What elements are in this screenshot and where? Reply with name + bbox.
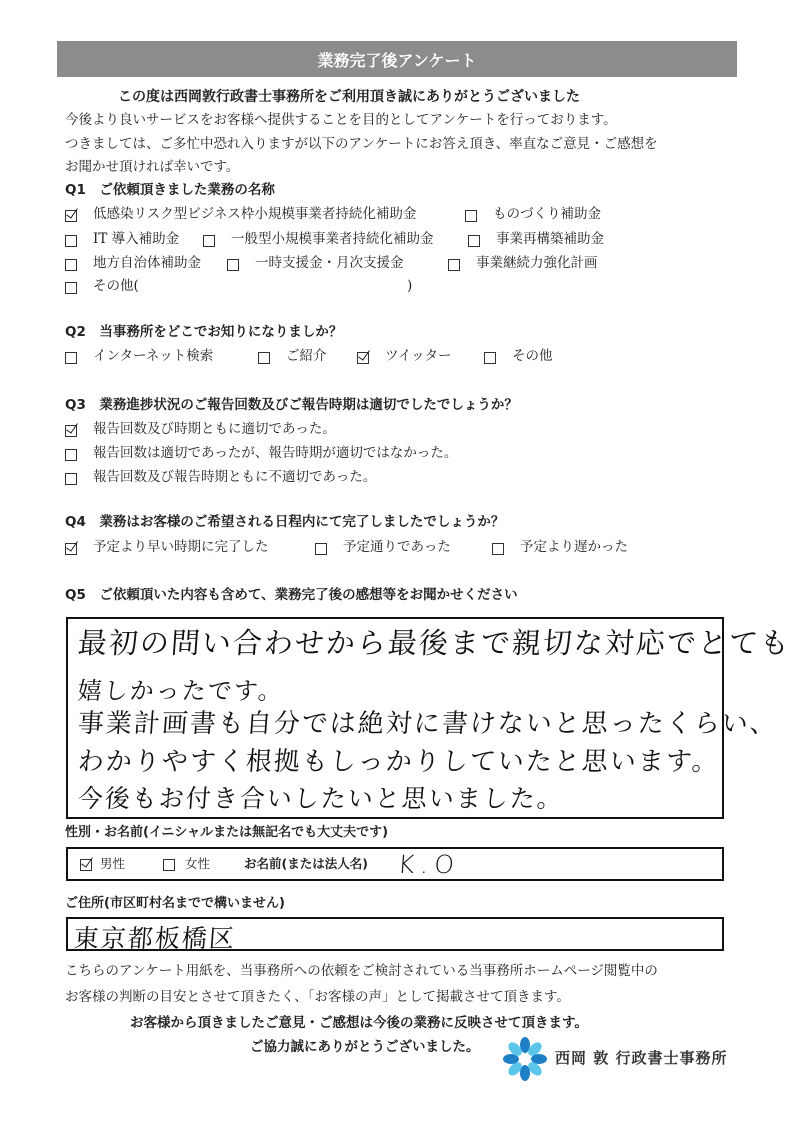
q3-option-checkbox[interactable] bbox=[65, 449, 77, 461]
footer-line: お客様の判断の目安とさせて頂きたく、「お客様の声」として掲載させて頂きます。 bbox=[65, 989, 570, 1005]
intro-line: 今後より良いサービスをお客様へ提供することを目的としてアンケートを行っております。 bbox=[65, 112, 617, 128]
address-box[interactable] bbox=[66, 917, 724, 951]
q4-option-label: 予定より遅かった bbox=[520, 539, 628, 555]
gender-name-heading: 性別・お名前(イニシャルまたは無記名でも大丈夫です) bbox=[65, 825, 389, 840]
q1-option-label: その他( bbox=[93, 278, 139, 294]
intro-line: お聞かせ頂ければ幸いです。 bbox=[65, 159, 240, 175]
female-label: 女性 bbox=[185, 856, 211, 871]
q2-heading: Q2 当事務所をどこでお知りになりましか？ bbox=[65, 324, 343, 340]
page-title: 業務完了後アンケート bbox=[57, 41, 737, 77]
impressions-answer-box[interactable] bbox=[66, 617, 793, 819]
q3-option-label: 報告回数及び時期ともに適切であった。 bbox=[93, 421, 336, 437]
q2-option-checkbox[interactable] bbox=[484, 352, 496, 364]
address-heading: ご住所(市区町村名までで構いません) bbox=[65, 896, 285, 911]
q1-option-label: 事業継続力強化計画 bbox=[476, 255, 598, 271]
q1-option-label: 一般型小規模事業者持続化補助金 bbox=[231, 231, 434, 247]
q1-option-label: 事業再構築補助金 bbox=[496, 231, 604, 247]
answer-line: 最初の問い合わせから最後まで親切な対応でとても bbox=[76, 626, 793, 660]
q5-heading: Q5 ご依頼頂いた内容も含めて、業務完了後の感想等をお聞かせください bbox=[65, 587, 518, 603]
footer-line: こちらのアンケート用紙を、当事務所への依頼をご検討されている当事務所ホームページ閲覧中の bbox=[65, 963, 658, 979]
other-close-paren: ) bbox=[407, 278, 413, 294]
q3-option-label: 報告回数は適切であったが、報告時期が適切ではなかった。 bbox=[93, 445, 458, 461]
answer-line: 嬉しかったです。 bbox=[76, 677, 285, 705]
q1-option-checkbox[interactable] bbox=[65, 259, 77, 271]
q3-heading: Q3 業務進捗状況のご報告回数及びご報告時期は適切でしたでしょうか？ bbox=[65, 397, 518, 413]
male-label: 男性 bbox=[100, 856, 126, 871]
q3-option-checkbox[interactable] bbox=[65, 425, 77, 437]
name-label: お名前(または法人名) bbox=[244, 856, 368, 871]
address-value: 東京都板橋区 bbox=[72, 924, 237, 953]
q1-option-checkbox[interactable] bbox=[227, 259, 239, 271]
office-logo-text: 西岡 敦 行政書士事務所 bbox=[555, 1049, 728, 1067]
name-value[interactable]: K.O bbox=[396, 850, 462, 879]
q2-option-checkbox[interactable] bbox=[258, 352, 270, 364]
q1-option-label: IT 導入補助金 bbox=[93, 231, 180, 247]
q1-option-checkbox[interactable] bbox=[465, 210, 477, 222]
q1-option-label: 低感染リスク型ビジネス枠小規模事業者持続化補助金 bbox=[93, 206, 417, 222]
q1-option-checkbox[interactable] bbox=[65, 282, 77, 294]
q2-option-checkbox[interactable] bbox=[357, 352, 369, 364]
intro-line: つきましては、ご多忙中恐れ入りますが以下のアンケートにお答え頂き、率直なご意見・ご感想を bbox=[65, 136, 658, 152]
q1-option-checkbox[interactable] bbox=[203, 235, 215, 247]
answer-line: 事業計画書も自分では絶対に書けないと思ったくらい、 bbox=[76, 709, 779, 739]
female-checkbox[interactable] bbox=[163, 859, 175, 871]
q1-option-label: ものづくり補助金 bbox=[493, 206, 601, 222]
q3-option-checkbox[interactable] bbox=[65, 473, 77, 485]
male-checkbox[interactable] bbox=[80, 859, 92, 871]
q1-option-checkbox[interactable] bbox=[65, 210, 77, 222]
footer-line: ご協力誠にありがとうございました。 bbox=[250, 1039, 480, 1055]
q4-option-label: 予定通りであった bbox=[343, 539, 451, 555]
q1-option-label: 地方自治体補助金 bbox=[93, 255, 201, 271]
footer-line: お客様から頂きましたご意見・ご感想は今後の業務に反映させて頂きます。 bbox=[130, 1015, 588, 1031]
thanks-line: この度は西岡敦行政書士事務所をご利用頂き誠にありがとうございました bbox=[118, 89, 580, 105]
q2-option-label: その他 bbox=[512, 348, 553, 364]
q2-option-checkbox[interactable] bbox=[65, 352, 77, 364]
q4-heading: Q4 業務はお客様のご希望される日程内にて完了しましたでしょうか？ bbox=[65, 514, 505, 530]
q3-option-label: 報告回数及び報告時期ともに不適切であった。 bbox=[93, 469, 377, 485]
q4-option-checkbox[interactable] bbox=[65, 543, 77, 555]
q1-option-label: 一時支援金・月次支援金 bbox=[255, 255, 404, 271]
office-logo-icon bbox=[502, 1036, 548, 1082]
q2-option-label: ご紹介 bbox=[286, 348, 327, 364]
q4-option-checkbox[interactable] bbox=[315, 543, 327, 555]
answer-line: 今後もお付き合いしたいと思いました。 bbox=[76, 784, 565, 813]
q4-option-label: 予定より早い時期に完了した bbox=[93, 539, 269, 555]
q1-heading: Q1 ご依頼頂きました業務の名称 bbox=[65, 182, 275, 198]
q1-option-checkbox[interactable] bbox=[468, 235, 480, 247]
answer-line: わかりやすく根拠もしっかりしていたと思います。 bbox=[76, 747, 721, 777]
q1-option-checkbox[interactable] bbox=[448, 259, 460, 271]
q2-option-label: ツイッター bbox=[385, 348, 452, 364]
q1-option-checkbox[interactable] bbox=[65, 235, 77, 247]
gender-name-box bbox=[66, 847, 724, 881]
q4-option-checkbox[interactable] bbox=[492, 543, 504, 555]
q2-option-label: インターネット検索 bbox=[93, 348, 214, 364]
